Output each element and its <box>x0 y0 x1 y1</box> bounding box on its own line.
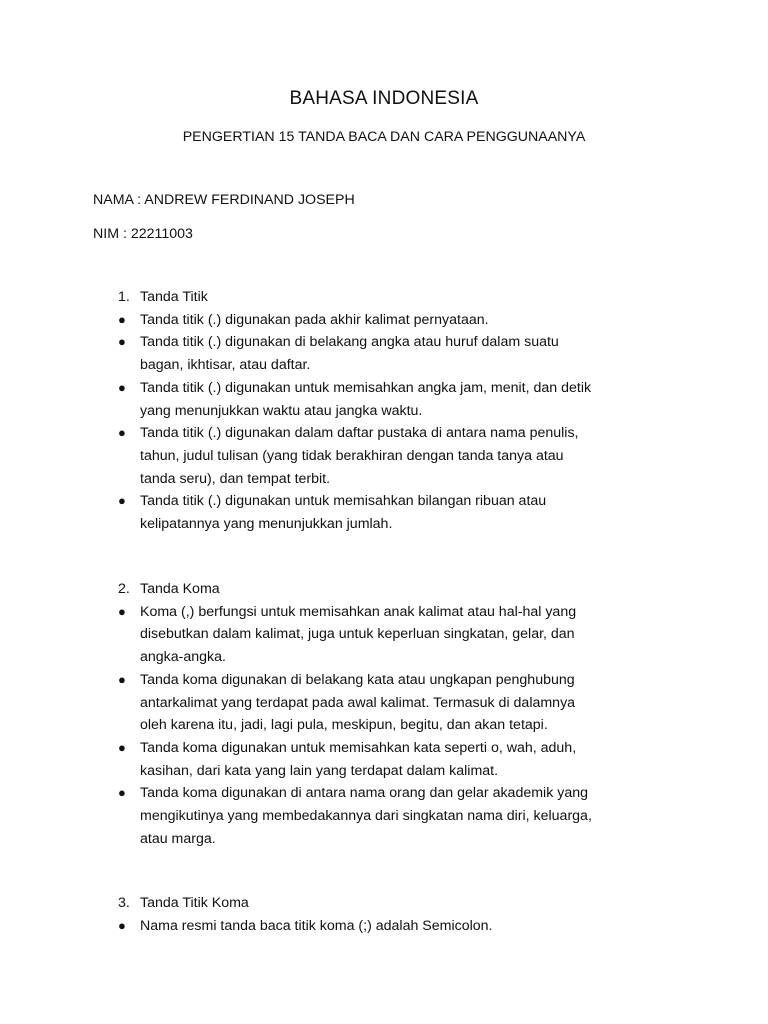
bullet-icon: ● <box>118 785 126 801</box>
bullet-item <box>118 422 678 490</box>
bullet-text-line: antarkalimat yang terdapat pada awal kalimat. Termasuk di dalamnya <box>140 694 576 711</box>
bullet-text-line: tahun, judul tulisan (yang tidak berakhiran dengan tanda tanya atau <box>140 447 564 464</box>
bullet-text-line: Tanda titik (.) digunakan untuk memisahkan angka jam, menit, dan detik <box>140 379 592 396</box>
bullet-icon: ● <box>118 917 126 933</box>
section-tanda-titik <box>118 286 678 536</box>
bullet-text-line: oleh karena itu, jadi, lagi pula, meskipun, begitu, dan akan tetapi. <box>140 717 548 734</box>
bullet-item <box>118 601 678 669</box>
bullet-list <box>118 309 678 536</box>
bullet-icon: ● <box>118 425 126 441</box>
section-tanda-koma <box>118 578 678 850</box>
section-heading <box>118 892 678 915</box>
bullet-icon: ● <box>118 739 126 755</box>
document-subtitle: PENGERTIAN 15 TANDA BACA DAN CARA PENGGUNAANYA <box>182 129 586 145</box>
section-heading-text: Tanda Koma <box>140 581 220 597</box>
bullet-text-line: Tanda koma digunakan di belakang kata atau ungkapan penghubung <box>140 671 575 688</box>
bullet-text-line: Tanda titik (.) digunakan pada akhir kalimat pernyataan. <box>140 311 489 328</box>
bullet-text-line: angka-angka. <box>140 649 226 666</box>
bullet-text-line: yang menunjukkan waktu atau jangka waktu. <box>140 402 423 419</box>
section-number: 1. <box>118 289 130 305</box>
bullet-text-line: disebutkan dalam kalimat, juga untuk keperluan singkatan, gelar, dan <box>140 626 575 643</box>
bullet-text-line: kasihan, dari kata yang lain yang terdapat dalam kalimat. <box>140 762 499 779</box>
bullet-text-line: Tanda titik (.) digunakan untuk memisahkan bilangan ribuan atau <box>140 493 547 510</box>
section-number: 2. <box>118 581 130 597</box>
student-name: NAMA : ANDREW FERDINAND JOSEPH <box>93 192 355 208</box>
bullet-item <box>118 782 678 850</box>
bullet-text-line: mengikutinya yang membedakannya dari singkatan nama diri, keluarga, <box>140 808 592 825</box>
bullet-text-line: Tanda koma digunakan untuk memisahkan kata seperti o, wah, aduh, <box>140 739 577 756</box>
bullet-item <box>118 331 678 376</box>
bullet-icon: ● <box>118 493 126 509</box>
section-heading-text: Tanda Titik Koma <box>140 895 249 911</box>
bullet-item <box>118 669 678 737</box>
section-number: 3. <box>118 895 130 911</box>
section-heading-text: Tanda Titik <box>140 289 208 305</box>
bullet-text-line: Nama resmi tanda baca titik koma (;) adalah Semicolon. <box>140 917 493 934</box>
bullet-icon: ● <box>118 379 126 395</box>
document-title: BAHASA INDONESIA <box>289 88 479 109</box>
bullet-text-line: Tanda titik (.) digunakan di belakang angka atau huruf dalam suatu <box>140 334 559 351</box>
bullet-text-line: tanda seru), dan tempat terbit. <box>140 470 331 487</box>
bullet-text-line: Tanda koma digunakan di antara nama orang dan gelar akademik yang <box>140 785 588 802</box>
bullet-item <box>118 309 678 332</box>
section-tanda-titik-koma <box>118 892 678 937</box>
section-heading <box>118 578 678 601</box>
bullet-item <box>118 377 678 422</box>
bullet-icon: ● <box>118 311 126 327</box>
bullet-text-line: Koma (,) berfungsi untuk memisahkan anak kalimat atau hal-hal yang <box>140 603 577 620</box>
bullet-icon: ● <box>118 671 126 687</box>
bullet-text-line: kelipatannya yang menunjukkan jumlah. <box>140 516 393 533</box>
student-id: NIM : 22211003 <box>93 226 193 242</box>
bullet-item <box>118 915 678 938</box>
bullet-item <box>118 737 678 782</box>
bullet-list <box>118 601 678 851</box>
bullet-icon: ● <box>118 334 126 350</box>
bullet-text-line: Tanda titik (.) digunakan dalam daftar pustaka di antara nama penulis, <box>140 425 579 442</box>
bullet-icon: ● <box>118 603 126 619</box>
bullet-text-line: bagan, ikhtisar, atau daftar. <box>140 357 311 374</box>
bullet-item <box>118 490 678 535</box>
section-heading <box>118 286 678 309</box>
bullet-list <box>118 915 678 938</box>
bullet-text-line: atau marga. <box>140 830 216 847</box>
